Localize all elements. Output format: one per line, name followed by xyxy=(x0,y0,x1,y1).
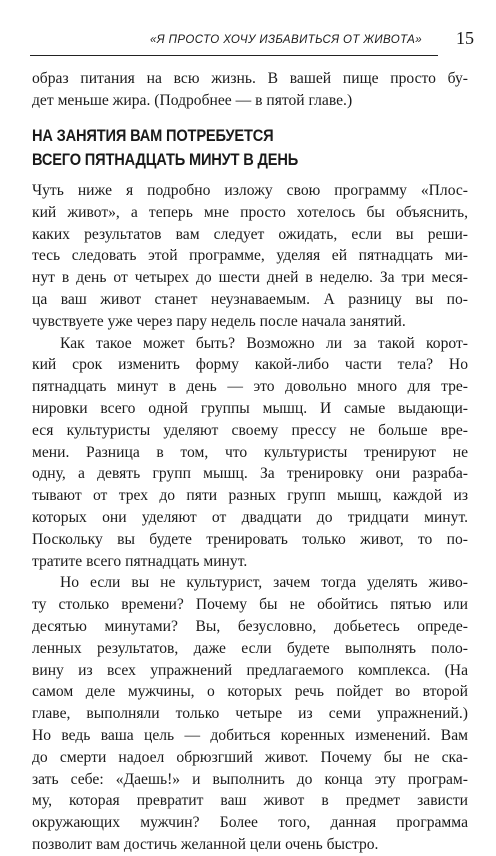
text-line: чувствуете уже через пару недель после начала занятий. xyxy=(32,312,406,330)
text-line: зать себе: «Даешь!» и выполнить до конца эту програм- xyxy=(32,770,468,788)
heading-line: ВСЕГО ПЯТНАДЦАТЬ МИНУТ В ДЕНЬ xyxy=(32,150,299,169)
text-line: Но ведь ваша цель — добиться коренных изменений. Вам xyxy=(32,726,468,744)
text-line: дет меньше жира. (Подробнее — в пятой главе.) xyxy=(32,91,353,109)
text-line: тывают от трех до пяти разных групп мышц, каждой из xyxy=(32,487,468,505)
text-line: му, которая превратит ваш живот в предмет зависти xyxy=(32,792,468,810)
paragraph-2 xyxy=(32,333,468,573)
intro-paragraph xyxy=(32,68,468,112)
text-line: позволит вам достичь желанной цели очень быстро. xyxy=(32,835,379,853)
text-line: Но если вы не культурист, зачем тогда уделять живо- xyxy=(60,574,468,592)
section-heading xyxy=(32,124,410,172)
text-line: тесь следовать этой программе, уделяя ей пятнадцать ми- xyxy=(32,247,468,265)
main-text xyxy=(32,180,468,856)
text-line: Чуть ниже я подробно изложу свою программу «Плос- xyxy=(32,182,468,199)
text-line: еся культуристы уделяют своему прессу не больше вре- xyxy=(32,421,468,439)
text-line: нировки всего одной группы мышц. И самые выдающи- xyxy=(32,399,468,417)
text-line: мени. Разница в том, что культуристы тренируют не xyxy=(32,443,468,461)
paragraph-3 xyxy=(32,572,468,855)
text-line: до смерти надоел обрюзгший живот. Почему бы не ска- xyxy=(32,748,468,766)
page-header xyxy=(30,28,474,52)
text-line: образ питания на всю жизнь. В вашей пище просто бу- xyxy=(32,70,468,87)
text-line: тратите всего пятнадцать минут. xyxy=(32,552,248,570)
paragraph-1 xyxy=(32,180,468,333)
text-line: каких результатов вам следует ожидать, если вы реши- xyxy=(32,225,468,243)
text-line: пятнадцать минут в день — это довольно много для тре- xyxy=(32,378,468,396)
text-line: кий срок изменить форму какой-либо части тела? Но xyxy=(32,356,468,374)
text-line: самом деле мужчины, о которых речь пойдет во второй xyxy=(32,683,468,701)
text-line: главе, выполняли только четыре из семи упражнений.) xyxy=(32,705,468,723)
text-line: вину из всех упражнений предлагаемого комплекса. (На xyxy=(32,661,468,679)
text-line: одну, а девять групп мышц. За тренировку они разраба- xyxy=(32,465,468,483)
text-line: Как такое может быть? Возможно ли за такой корот- xyxy=(60,334,468,352)
header-rule xyxy=(30,55,438,56)
running-head: «Я ПРОСТО ХОЧУ ИЗБАВИТЬСЯ ОТ ЖИВОТА» xyxy=(150,34,423,46)
text-line: нут в день от четырех до шести дней в неделю. За три меся- xyxy=(32,269,468,287)
page-number: 15 xyxy=(456,28,474,48)
text-line: кий живот», а теперь мне просто хотелось бы объяснить, xyxy=(32,203,468,221)
text-line: которых они уделяют от двадцати до тридцати минут. xyxy=(32,508,468,526)
text-line: Поскольку вы будете тренировать только живот, то по- xyxy=(32,530,468,548)
text-line: ту столько времени? Почему бы не обойтись пятью или xyxy=(32,596,468,614)
heading-line: НА ЗАНЯТИЯ ВАМ ПОТРЕБУЕТСЯ xyxy=(32,126,274,145)
text-line: ца ваш живот станет неузнаваемым. А разницу вы по- xyxy=(32,290,468,308)
text-line: ленных результатов, даже если будете выполнять поло- xyxy=(32,639,468,657)
text-line: окружающих мужчин? Более того, данная программа xyxy=(32,814,468,832)
text-line: десятью минутами? Вы, безусловно, добьетесь опреде- xyxy=(32,617,468,635)
